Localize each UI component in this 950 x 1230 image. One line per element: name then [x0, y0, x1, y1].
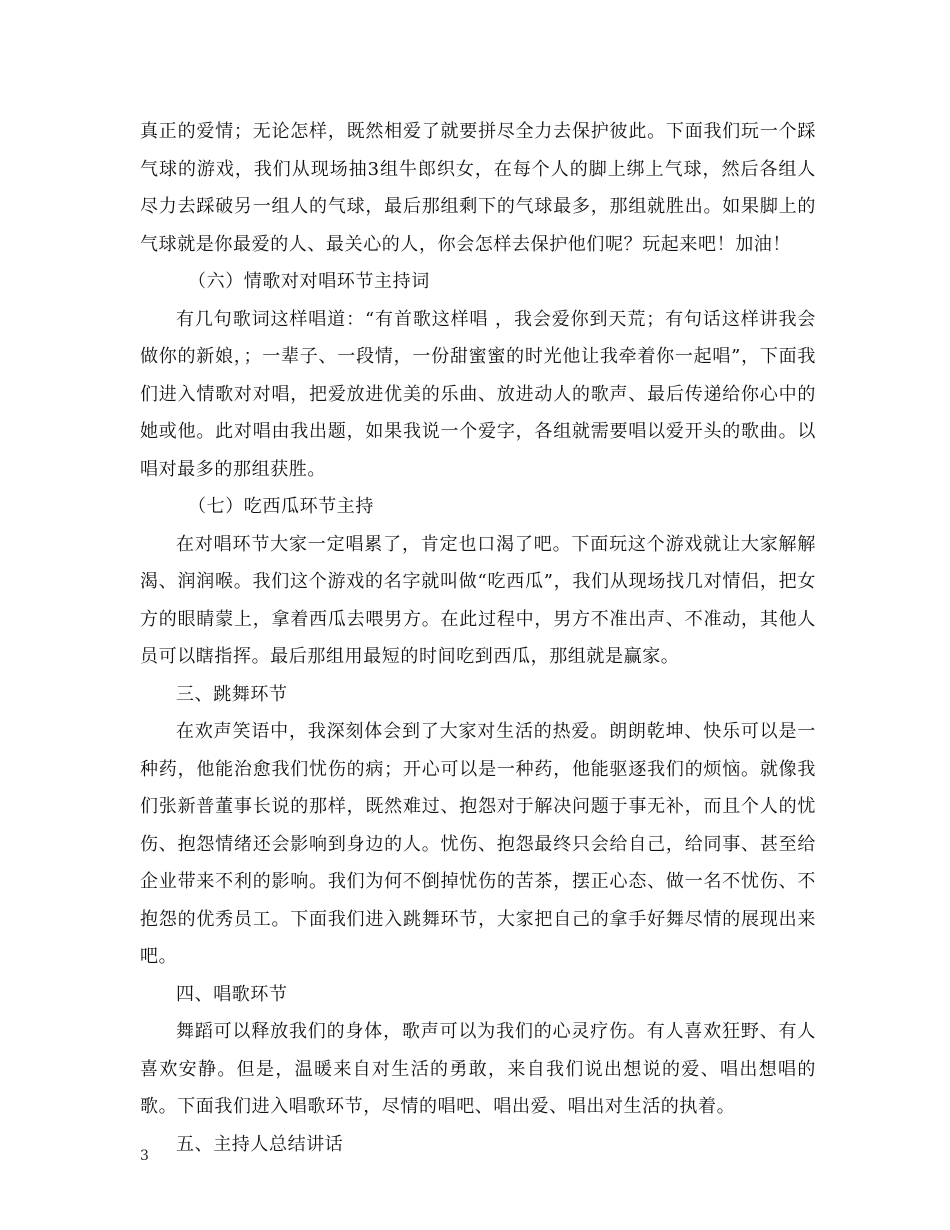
paragraph-eat-watermelon: 在对唱环节大家一定唱累了，肯定也口渴了吧。下面玩这个游戏就让大家解解渴、润润喉。我们这个游戏的名字就叫做“吃西瓜”，我们从现场找几对情侣，把女方的眼睛蒙上，拿着西瓜去喂男方。在此过程中，男方不准出声、不准动，其他人员可以瞎指挥。最后那组用最短的时间吃到西瓜，那组就是赢家。 [140, 533, 816, 667]
subheading-eat-watermelon: （七）吃西瓜环节主持 [188, 496, 374, 517]
paragraph-singing-section: 舞蹈可以释放我们的身体，歌声可以为我们的心灵疗伤。有人喜欢狂野、有人喜欢安静。但是，温暖来自对生活的勇敢，来自我们说出想说的爱、唱出想唱的歌。下面我们进入唱歌环节，尽情的唱吧、唱出爱、唱出对生活的执着。 [140, 1021, 816, 1117]
subheading-love-song-duet: （六）情歌对对唱环节主持词 [188, 271, 430, 292]
heading-dance-section: 三、跳舞环节 [176, 683, 288, 705]
paragraph-dance-section: 在欢声笑语中，我深刻体会到了大家对生活的热爱。朗朗乾坤、快乐可以是一种药，他能治愈我们忧伤的病；开心可以是一种药，他能驱逐我们的烦恼。就像我们张新普董事长说的那样，既然难过、抱怨对于解决问题于事无补，而且个人的忧伤、抱怨情绪还会影响到身边的人。忧伤、抱怨最终只会给自己，给同事、甚至给企业带来不利的影响。我们为何不倒掉忧伤的苦茶，摆正心态、做一名不忧伤、不抱怨的优秀员工。下面我们进入跳舞环节，大家把自己的拿手好舞尽情的展现出来吧。 [140, 721, 816, 967]
heading-host-summary: 五、主持人总结讲话 [176, 1133, 344, 1155]
paragraph-love-balloon-game: 真正的爱情；无论怎样，既然相爱了就要拼尽全力去保护彼此。下面我们玩一个踩气球的游戏，我们从现场抽3组牛郎织女，在每个人的脚上绑上气球，然后各组人尽力去踩破另一组人的气球，最后那组剩下的气球最多，那组就胜出。如果脚上的气球就是你最爱的人、最关心的人，你会怎样去保护他们呢？玩起来吧！加油！ [140, 121, 816, 255]
heading-singing-section: 四、唱歌环节 [176, 983, 288, 1005]
document-body [140, 113, 816, 1163]
paragraph-love-song-duet: 有几句歌词这样唱道：“有首歌这样唱 ，我会爱你到天荒；有句话这样讲我会做你的新娘，；一辈子、一段情，一份甜蜜蜜的时光他让我牵着你一起唱”，下面我们进入情歌对对唱，把爱放进优美的乐曲、放进动人的歌声、最后传递给你心中的她或他。此对唱由我出题，如果我说一个爱字，各组就需要唱以爱开头的歌曲。以唱对最多的那组获胜。 [140, 308, 816, 480]
page-number: 3 [140, 1148, 149, 1164]
